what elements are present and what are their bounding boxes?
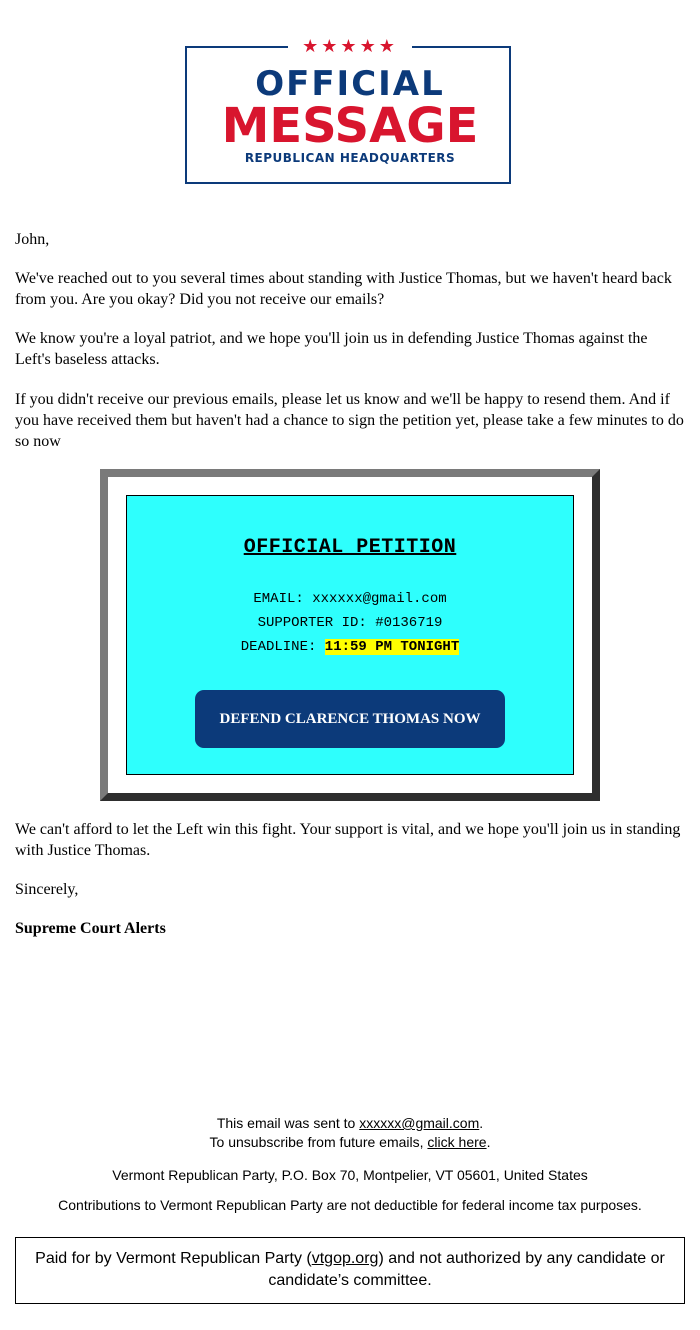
footer-address: Vermont Republican Party, P.O. Box 70, Montpelier, VT 05601, United States (112, 1167, 588, 1183)
logo-stars-icon: ★★★★★ (288, 38, 412, 56)
deadline-label: DEADLINE: (240, 639, 317, 655)
deadline-value: 11:59 PM TONIGHT (324, 639, 460, 655)
footer-unsubscribe (0, 1133, 700, 1152)
petition-title: OFFICIAL PETITION (243, 536, 457, 559)
sent-to-email-link[interactable]: xxxxxx@gmail.com (359, 1115, 480, 1131)
sent-to-text: This email was sent to (216, 1115, 360, 1131)
petition-deadline-row (127, 638, 573, 656)
vtgop-link[interactable]: vtgop.org (311, 1250, 379, 1267)
petition-email-row (127, 590, 573, 608)
logo-line-official: OFFICIAL (255, 64, 445, 104)
paragraph-3: If you didn't receive our previous emails, please let us know and we'll be happy to resend them. And if you have received them but haven't had a chance to sign the petition yet, please take a few minutes to do so now (15, 391, 684, 450)
email-label: EMAIL: (253, 591, 304, 607)
footer-sent-to (0, 1114, 700, 1133)
logo-line-message: MESSAGE (221, 98, 479, 154)
paragraph-2: We know you're a loyal patriot, and we hope you'll join us in defending Justice Thomas against the Left's baseless attacks. (15, 330, 648, 368)
closing: Sincerely, (15, 881, 79, 898)
sent-to-suffix: . (479, 1115, 484, 1131)
paid-for-text: Paid for by Vermont Republican Party ( (35, 1250, 312, 1267)
supporter-id-label: SUPPORTER ID: (257, 615, 367, 631)
unsubscribe-text: To unsubscribe from future emails, (209, 1134, 428, 1150)
email-value: xxxxxx@gmail.com (312, 591, 447, 607)
official-message-logo (185, 38, 515, 188)
paid-for-disclaimer (15, 1237, 685, 1304)
logo-line-headquarters: REPUBLICAN HEADQUARTERS (244, 151, 456, 165)
paragraph-4: We can't afford to let the Left win this fight. Your support is vital, and we hope you'll join us in standing with Justice Thomas. (15, 821, 681, 859)
unsubscribe-link[interactable]: click here (427, 1134, 487, 1150)
unsubscribe-suffix: . (486, 1134, 491, 1150)
footer-contributions-note: Contributions to Vermont Republican Party are not deductible for federal income tax purposes. (58, 1197, 642, 1213)
supporter-id-value: #0136719 (375, 615, 443, 631)
defend-clarence-thomas-button[interactable]: DEFEND CLARENCE THOMAS NOW (195, 690, 505, 748)
petition-supporter-row (127, 614, 573, 632)
paid-for-suffix: ) and not authorized by any candidate or candidate’s committee. (268, 1250, 665, 1289)
signature: Supreme Court Alerts (15, 920, 166, 937)
greeting: John, (15, 231, 50, 248)
paragraph-1: We've reached out to you several times about standing with Justice Thomas, but we haven't heard back from you. Are you okay? Did you not receive our emails? (15, 270, 672, 308)
petition-frame (100, 469, 600, 801)
petition-panel (126, 495, 574, 775)
